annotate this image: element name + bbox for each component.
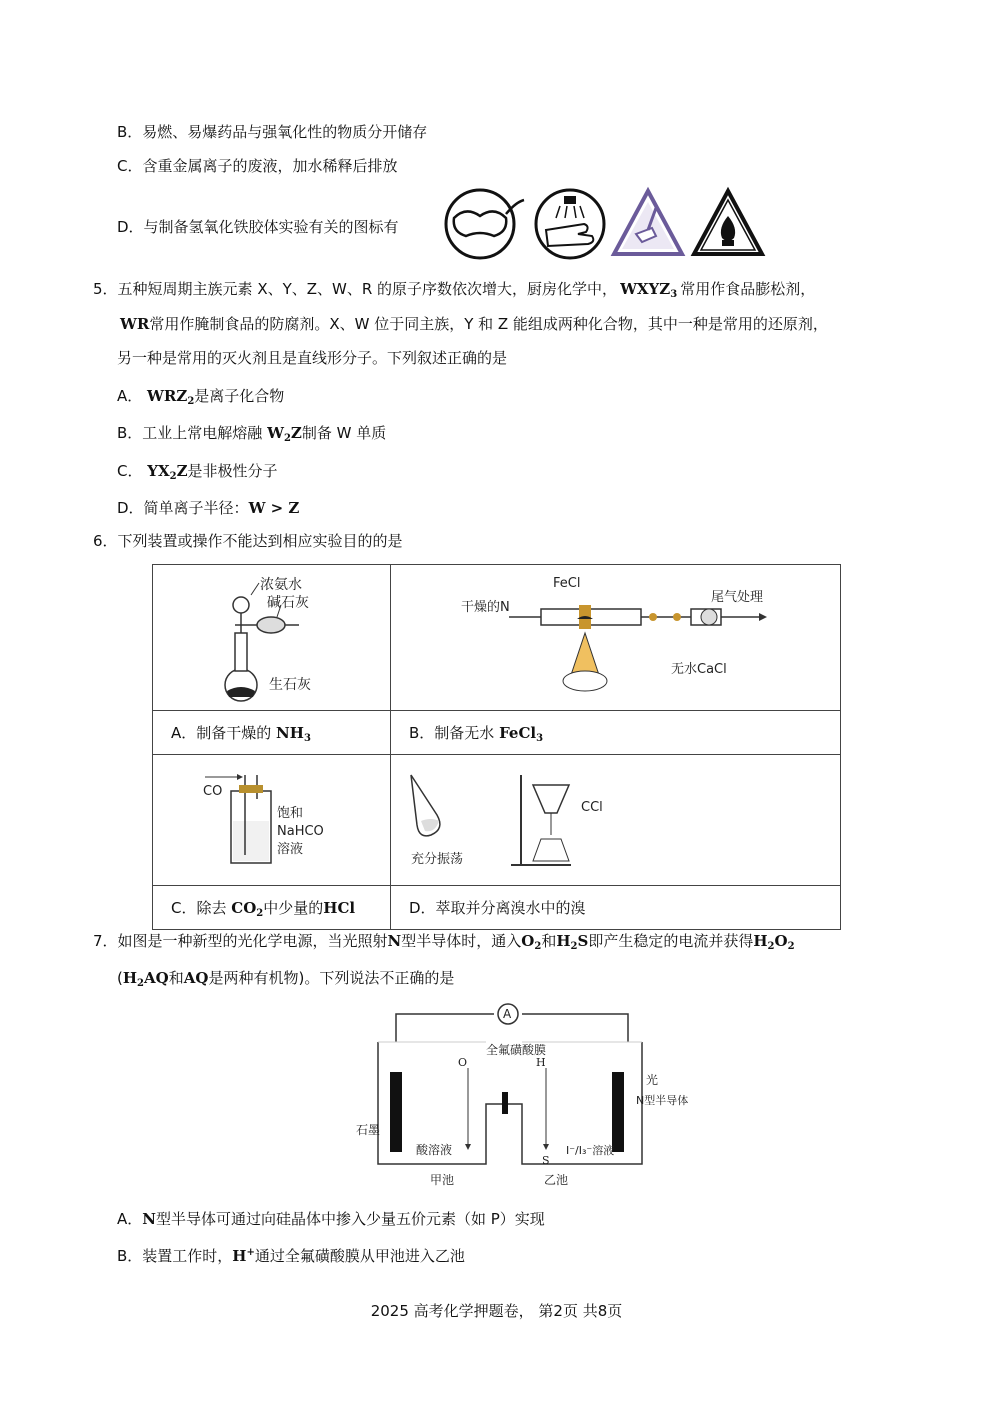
label-dry-n2: 干燥的N	[461, 600, 510, 615]
hot-surface-icon	[614, 191, 682, 254]
page-footer: 2025 高考化学押题卷， 第2页 共8页	[370, 1302, 623, 1320]
fig-a-ammonia-apparatus	[153, 565, 390, 706]
q6-experiment-table	[152, 564, 841, 930]
h2s-label: H	[536, 1056, 546, 1069]
label-soda-lime: 碱石灰	[267, 595, 309, 611]
q4-option-c: C．含重金属离子的废液，加水稀释后排放	[117, 157, 398, 175]
q5-stem-line2: WR常用作腌制食品的防腐剂。X、W 位于同主族，Y 和 Z 能组成两种化合物，其中一种是常用的还原剂，	[120, 315, 828, 333]
ammeter-label: A	[503, 1007, 512, 1021]
label-ccl4: CCl	[581, 800, 603, 815]
label-conc-ammonia: 浓氨水	[260, 577, 302, 593]
label-solution: 溶液	[277, 842, 304, 857]
label-fecl3-hydrate: FeCl	[553, 576, 581, 591]
label-shake: 充分振荡	[411, 852, 464, 867]
label-tail-gas: 尾气处理	[711, 590, 764, 605]
fig-d-separatory	[391, 755, 840, 881]
label-nahco3: NaHCO	[277, 824, 324, 839]
q5-option-c: C． $YX_2Z$是非极性分子	[117, 462, 278, 482]
label-quicklime: 生石灰	[269, 677, 311, 693]
q7-option-b: B．装置工作时，H+通过全氟磺酸膜从甲池进入乙池	[117, 1247, 465, 1265]
left-pool-label: 甲池	[430, 1173, 455, 1187]
q7-photoelectrochem-cell	[356, 1004, 689, 1196]
q6-option-b: B．制备无水 FeCl$_3$	[391, 711, 841, 755]
acid-solution-label: 酸溶液	[416, 1143, 453, 1157]
q7-stem-line1: 7．如图是一种新型的光化学电源，当光照射N型半导体时，通入$O_2$和$H_2S$即产生稳定的电流并获得$H_2O_2$	[93, 932, 795, 952]
goggles-icon	[446, 190, 524, 258]
q7-option-a: A．N型半导体可通过向硅晶体中掺入少量五价元素（如 P）实现	[117, 1210, 545, 1228]
q5-option-d: D．简单离子半径：W > Z	[117, 499, 300, 517]
fig-a-cell	[153, 565, 391, 711]
q5-option-b: B．工业上常电解熔融 $W_2Z$制备 W 单质	[117, 424, 387, 444]
fig-c-wash-bottle	[153, 755, 390, 881]
q6-option-a: A．制备干燥的 $NH_3$	[153, 711, 391, 755]
label-saturated: 饱和	[277, 806, 304, 821]
fig-d-cell	[391, 755, 841, 886]
label-co2: CO	[203, 784, 223, 799]
iodide-solution-label: I⁻/I₃⁻溶液	[566, 1144, 615, 1157]
semiconductor-label: N型半导体	[636, 1094, 689, 1107]
fig-b-fecl3-apparatus	[391, 565, 840, 706]
membrane-label: 全氟磺酸膜	[486, 1043, 547, 1057]
safety-icons	[444, 188, 774, 260]
q6-option-c: C．除去 $CO_2$中少量的HCl	[153, 886, 391, 930]
graphite-label: 石墨	[356, 1123, 381, 1137]
fig-c-cell	[153, 755, 391, 886]
q4-option-d: D．与制备氢氧化铁胶体实验有关的图标有	[117, 218, 399, 236]
right-pool-label: 乙池	[544, 1173, 569, 1187]
q6-stem: 6．下列装置或操作不能达到相应实验目的的是	[93, 532, 403, 550]
o2-label: O	[458, 1056, 468, 1069]
q5-stem-line3: 另一种是常用的灭火剂且是直线形分子。下列叙述正确的是	[117, 349, 508, 367]
sulfur-label: S	[542, 1154, 550, 1167]
label-cacl2: 无水CaCl	[671, 662, 727, 677]
q6-option-d: D．萃取并分离溴水中的溴	[391, 886, 841, 930]
q7-stem-line2: ($H_2AQ$和AQ是两种有机物)。下列说法不正确的是	[117, 969, 455, 989]
q5-option-a: A． $WRZ_2$是离子化合物	[117, 387, 285, 407]
q5-stem-line1: 5．五种短周期主族元素 X、Y、Z、W、R 的原子序数依次增大，厨房化学中， $WXYZ_3$ 常用作食品膨松剂，	[93, 280, 816, 300]
q4-option-b: B．易燃、易爆药品与强氧化性的物质分开储存	[117, 123, 428, 141]
fig-b-cell	[391, 565, 841, 711]
hand-wash-icon	[536, 190, 604, 258]
open-flame-icon	[694, 191, 762, 254]
light-label: 光	[646, 1073, 659, 1087]
